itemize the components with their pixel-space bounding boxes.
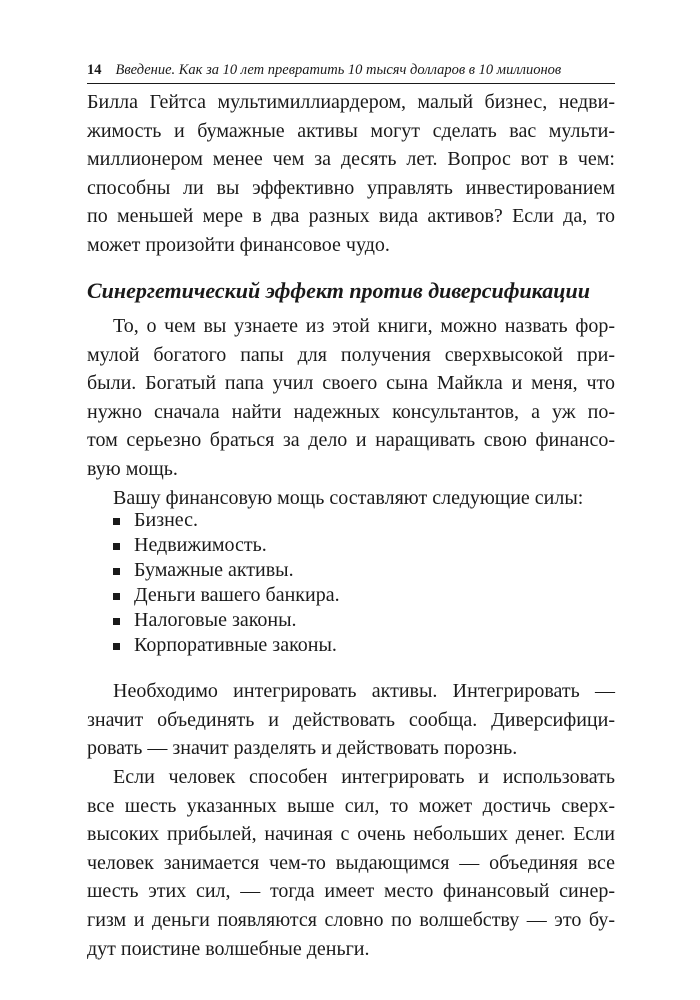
paragraph-1 (87, 312, 615, 512)
text-line: все шесть указанных выше сил, то может достичь сверх- (87, 794, 615, 817)
list-item: Налоговые законы. (87, 608, 615, 633)
list-item: Деньги вашего банкира. (87, 583, 615, 608)
text-line: миллионером менее чем за десять лет. Вопрос вот в чем: (87, 148, 615, 171)
text-line: вую мощь. (87, 457, 178, 480)
paragraph-3 (87, 677, 615, 763)
header-rule (87, 83, 615, 84)
bullet-square-icon (113, 568, 120, 575)
intro-paragraph (87, 88, 615, 260)
text-line: Вашу финансовую мощь составляют следующие силы: (113, 486, 584, 509)
page-header (87, 58, 615, 82)
list-item: Бизнес. (87, 508, 615, 533)
text-line: дут поистине волшебные деньги. (87, 937, 370, 960)
text-line: Билла Гейтса мультимиллиардером, малый бизнес, недви- (87, 91, 615, 113)
text-line: были. Богатый папа учил своего сына Майкла и меня, что (87, 372, 615, 395)
text-line: Необходимо интегрировать активы. Интегрировать — (113, 680, 615, 702)
running-title: Введение. Как за 10 лет превратить 10 тысяч долларов в 10 миллионов (115, 62, 562, 78)
bullet-square-icon (113, 518, 120, 525)
bullet-square-icon (113, 593, 120, 600)
text-line: значит объединять и действовать сообща. Диверсифици- (87, 708, 615, 731)
text-line: может произойти финансовое чудо. (87, 233, 390, 256)
bullet-square-icon (113, 543, 120, 550)
paragraph-4 (87, 763, 615, 963)
text-line: по меньшей мере в два разных вида активов? Если да, то (87, 205, 615, 228)
text-line: То, о чем вы узнаете из этой книги, можно назвать фор- (113, 315, 615, 337)
list-item: Бумажные активы. (87, 558, 615, 583)
text-line: способны ли вы эффективно управлять инвестированием (87, 176, 615, 199)
text-line: том серьезно браться за дело и наращивать свою финансо- (87, 429, 615, 452)
text-line: мулой богатого папы для получения сверхвысокой при- (87, 343, 615, 366)
text-line: ровать — значит разделять и действовать порознь. (87, 737, 518, 760)
text-line: шесть этих сил, — тогда имеет место финансовый синер- (87, 880, 615, 903)
text-line: человек занимается чем-то выдающимся — объединяя все (87, 851, 615, 874)
section-heading: Синергетический эффект против диверсификации (87, 278, 590, 303)
list-item: Недвижимость. (87, 533, 615, 558)
page-number: 14 (87, 62, 102, 78)
text-line: Если человек способен интегрировать и использовать (113, 766, 615, 788)
bullet-square-icon (113, 618, 120, 625)
bullet-square-icon (113, 643, 120, 650)
text-line: жимость и бумажные активы могут сделать вас мульти- (87, 119, 615, 142)
forces-list (87, 508, 615, 658)
text-line: гизм и деньги появляются словно по волшебству — это бу- (87, 908, 615, 931)
list-item: Корпоративные законы. (87, 633, 615, 658)
text-line: нужно сначала найти надежных консультантов, а уж по- (87, 400, 615, 423)
text-line: высоких прибылей, начиная с очень небольших денег. Если (87, 823, 615, 846)
